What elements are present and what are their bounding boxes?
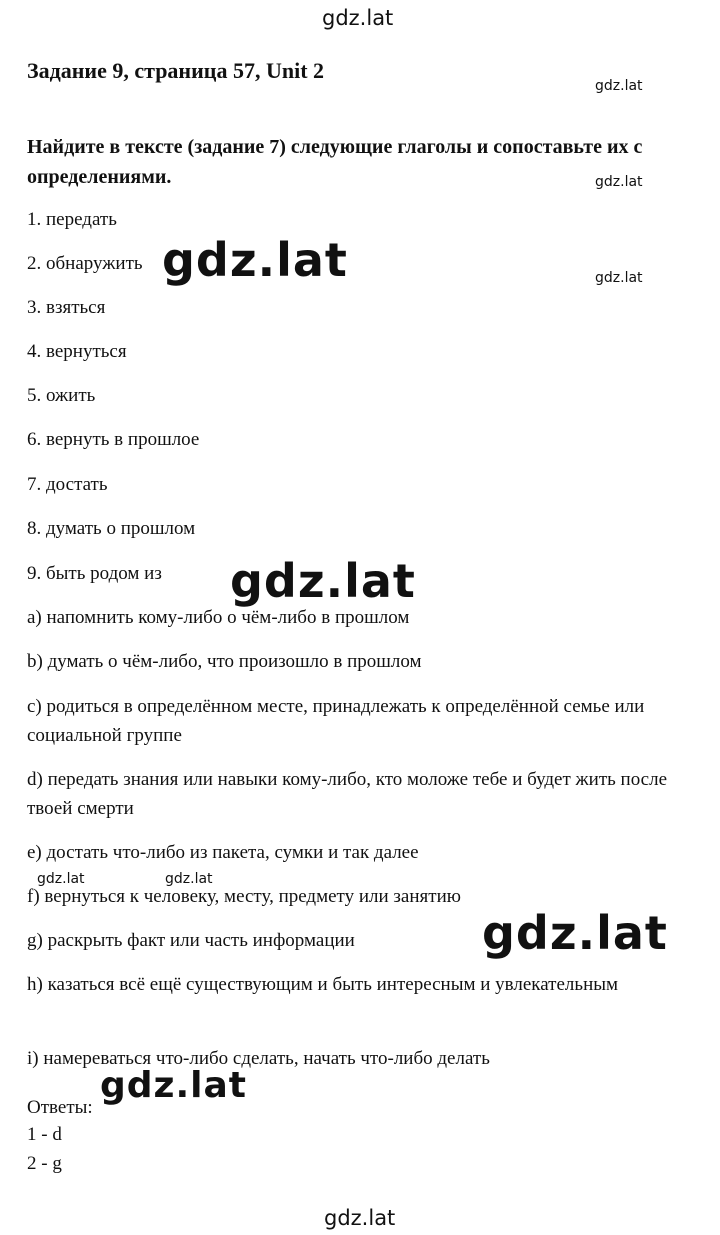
page-title: Задание 9, страница 57, Unit 2 (27, 58, 325, 83)
answer-item: 1 - d (27, 1124, 62, 1145)
verb-item: 6. вернуть в прошлое (27, 429, 200, 450)
definition-item: d) передать знания или навыки кому-либо, кто моложе тебе и будет жить после твоей смерти (27, 769, 668, 819)
definition-item: e) достать что-либо из пакета, сумки и так далее (27, 842, 419, 863)
definition-item: f) вернуться к человеку, месту, предмету или занятию (27, 886, 461, 907)
definition-item: i) намереваться что-либо сделать, начать что-либо делать (27, 1048, 490, 1069)
verb-item: 5. ожить (27, 385, 96, 406)
definition-item: g) раскрыть факт или часть информации (27, 930, 355, 951)
watermark-small: gdz.lat (595, 174, 643, 190)
verb-item: 7. достать (27, 474, 108, 495)
verb-item: 3. взяться (27, 297, 106, 318)
definition-item: a) напомнить кому-либо о чём-либо в прошлом (27, 607, 410, 628)
watermark-large: gdz.lat (100, 1065, 248, 1106)
watermark-small: gdz.lat (37, 871, 85, 887)
watermark-large: gdz.lat (162, 233, 348, 287)
definition-item: b) думать о чём-либо, что произошло в прошлом (27, 651, 422, 672)
verb-item: 1. передать (27, 209, 117, 230)
answer-item: 2 - g (27, 1153, 62, 1174)
definition-item: h) казаться всё ещё существующим и быть интересным и увлекательным (27, 974, 619, 995)
task-instruction: Найдите в тексте (задание 7) следующие глаголы и сопоставьте их с определениями. (27, 136, 643, 188)
watermark-small: gdz.lat (595, 270, 643, 286)
verb-item: 4. вернуться (27, 341, 127, 362)
watermark-large: gdz.lat (230, 554, 416, 608)
watermark-top: gdz.lat (322, 6, 394, 30)
watermark-bottom: gdz.lat (324, 1206, 396, 1230)
verb-item: 9. быть родом из (27, 563, 162, 584)
definition-item: c) родиться в определённом месте, принадлежать к определённой семье или социальной группе (27, 696, 645, 746)
verb-item: 2. обнаружить (27, 253, 143, 274)
watermark-small: gdz.lat (165, 871, 213, 887)
watermark-large: gdz.lat (482, 906, 668, 960)
watermark-small: gdz.lat (595, 78, 643, 94)
answers-label: Ответы: (27, 1097, 93, 1118)
verb-item: 8. думать о прошлом (27, 518, 196, 539)
